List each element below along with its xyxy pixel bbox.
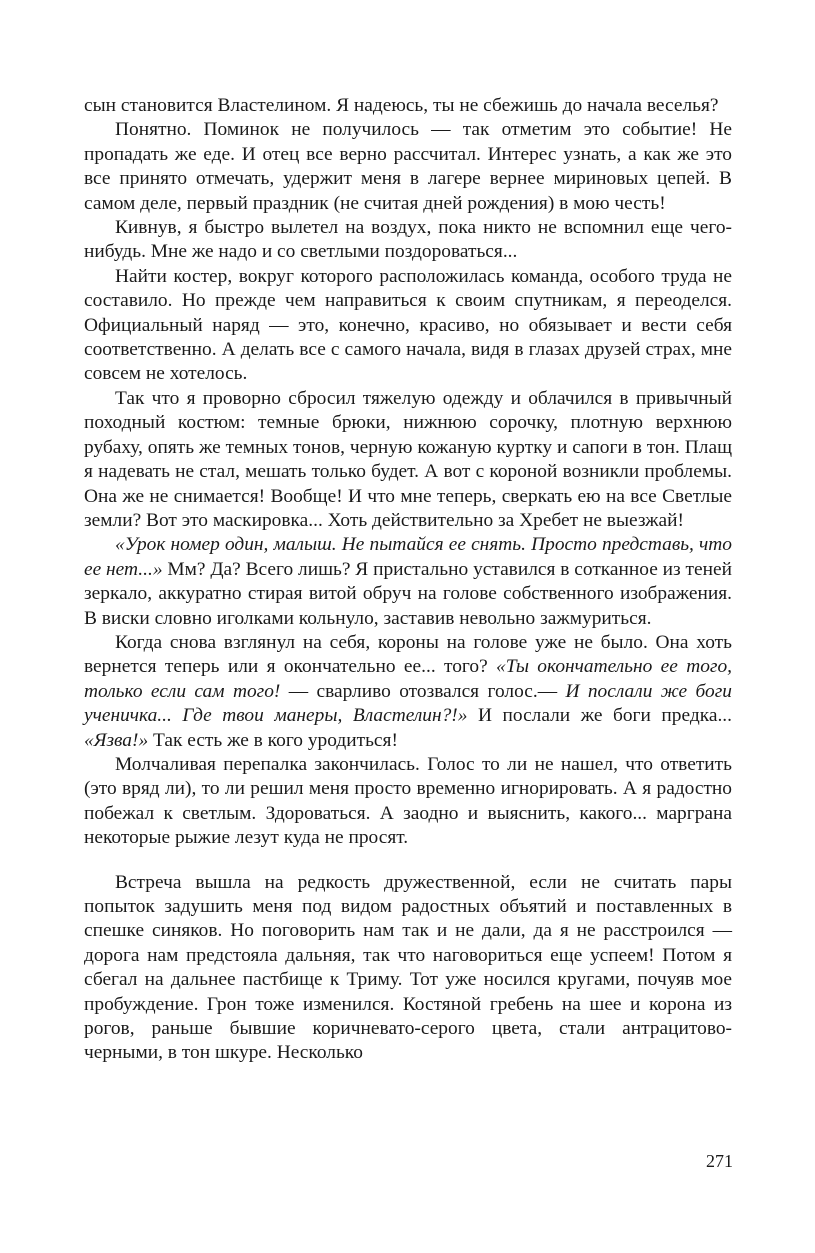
- paragraph-2: [84, 118, 732, 216]
- section-break: [84, 851, 732, 871]
- paragraph-1-text: сын становится Властелином. Я надеюсь, ты не сбежишь до начала веселья?: [84, 95, 719, 116]
- paragraph-9-text: Встреча вышла на редкость дружественной, если не считать пары попыток задушить меня под видом радостных объятий и поставленных в спешке синяков. Но поговорить нам так и не дали, да я не расстроился — дорога нам предстояла дальняя, так что наговориться еще успеем! Потом я сбегал на дальнее пастбище к Триму. Тот уже носился кругами, почуяв мое пробуждение. Грон тоже изменился. Костяной гребень на шее и корона из рогов, раньше бывшие коричневато-серого цвета, стали антрацитово-черными, в тон шкуре. Несколько: [84, 871, 732, 1064]
- paragraph-5-text: Так что я проворно сбросил тяжелую одежду и облачился в привычный походный костюм: темные брюки, нижнюю сорочку, плотную верхнюю рубаху, опять же темных тонов, черную кожаную куртку и сапоги в тон. Плащ я надевать не стал, мешать только будет. А вот с короной возникли проблемы. Она же не снимается! Вообще! И что мне теперь, сверкать ею на все Светлые земли? Вот это маскировка... Хоть действительно за Хребет не выезжай!: [84, 387, 732, 531]
- paragraph-9: [84, 871, 732, 1066]
- paragraph-6-italic-quote: «Урок номер один, малыш. Не пытайся ее снять. Просто представь, что ее нет...»: [84, 534, 732, 580]
- paragraph-7-italic-a: «Ты окончательно ее того, только если сам того!: [84, 656, 732, 702]
- paragraph-3: [84, 216, 732, 265]
- paragraph-2-text: Понятно. Поминок не получилось — так отметим это событие! Не пропадать же еде. И отец все верно рассчитал. Интерес узнать, а как же это все принято отмечать, удержит меня в лагере вернее мириновых цепей. В самом деле, первый праздник (не считая дней рождения) в мою честь!: [84, 119, 732, 214]
- paragraph-1: [84, 94, 732, 118]
- paragraph-7-italic-b: И послали же боги ученичка... Где твои манеры, Властелин?!»: [84, 680, 732, 727]
- paragraph-7-text-c: И послали же боги предка...: [467, 705, 732, 727]
- page-number: 271: [706, 1151, 733, 1171]
- paragraph-8-text: Молчаливая перепалка закончилась. Голос то ли не нашел, что ответить (это вряд ли), то ли решил меня просто временно игнорировать. А я радостно побежал к светлым. Здороваться. А заодно и выяснить, какого... марграна некоторые рыжие лезут куда не просят.: [84, 753, 732, 849]
- paragraph-6: [84, 533, 732, 631]
- paragraph-7-text-a: Когда снова взглянул на себя, короны на голове уже не было. Она хоть вернется теперь или я окончательно ее... того?: [84, 631, 732, 678]
- paragraph-4-text: Найти костер, вокруг которого расположилась команда, особого труда не составило. Но прежде чем направиться к своим спутникам, я переоделся. Официальный наряд — это, конечно, красиво, но обязывает и вести себя соответственно. А делать все с самого начала, видя в глазах друзей страх, мне совсем не хотелось.: [84, 265, 732, 385]
- paragraph-7-text-b: — сварливо отозвался голос.—: [280, 680, 566, 702]
- paragraph-7-italic-c: «Язва!»: [84, 729, 149, 751]
- paragraph-4: [84, 265, 732, 387]
- paragraph-8: [84, 753, 732, 851]
- paragraph-5: [84, 387, 732, 533]
- paragraph-7-text-d: Так есть же в кого уродиться!: [148, 729, 398, 751]
- page-body: [84, 94, 732, 1066]
- paragraph-7: [84, 631, 732, 753]
- paragraph-6-text: Мм? Да? Всего лишь? Я пристально уставился в сотканное из теней зеркало, аккуратно стирая витой обруч на голове собственного изображения. В виски словно иголками кольнуло, заставив невольно зажмуриться.: [84, 558, 732, 629]
- paragraph-3-text: Кивнув, я быстро вылетел на воздух, пока никто не вспомнил еще чего-нибудь. Мне же надо и со светлыми поздороваться...: [84, 217, 732, 263]
